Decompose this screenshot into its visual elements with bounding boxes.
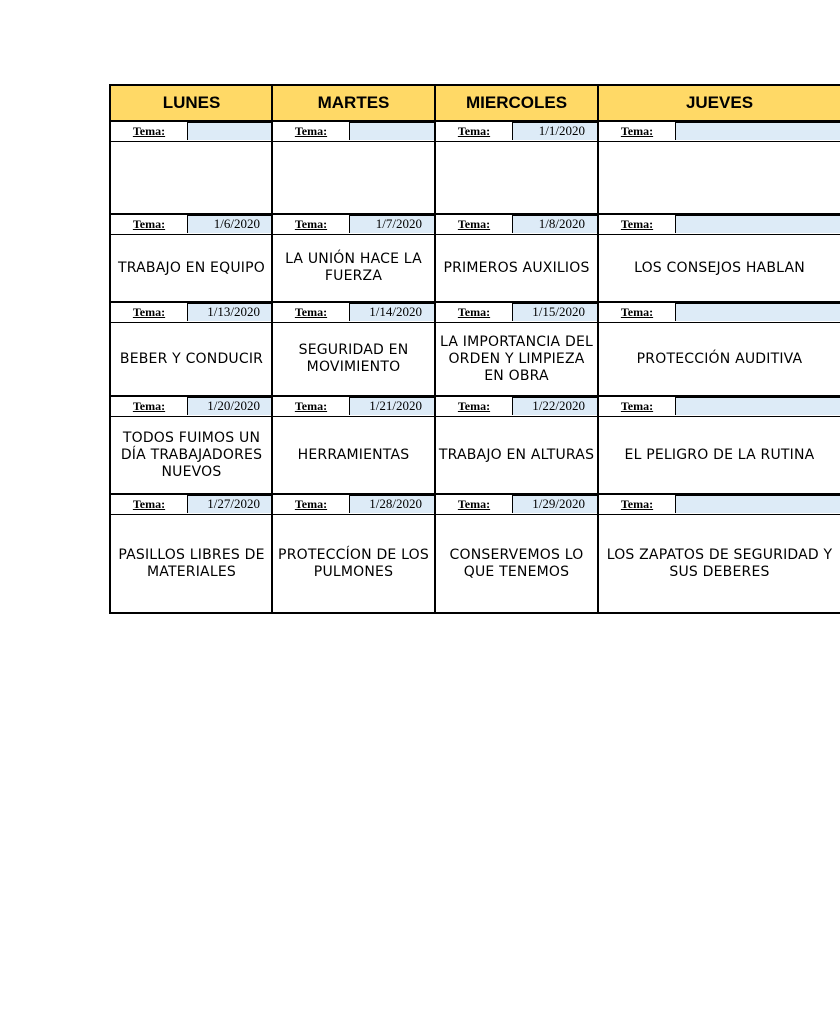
topic-text: BEBER Y CONDUCIR: [119, 350, 264, 367]
tema-bar: [273, 215, 434, 235]
date-field[interactable]: 1/15/2020: [512, 303, 597, 321]
schedule-cell[interactable]: [109, 495, 272, 614]
date-field[interactable]: 1/28/2020: [349, 495, 434, 513]
topic-text: CONSERVEMOS LO QUE TENEMOS: [449, 546, 584, 580]
topic-text: [275, 142, 432, 213]
tema-bar: [436, 303, 597, 323]
topic-text: TRABAJO EN ALTURAS: [438, 446, 595, 463]
topic-text: TODOS FUIMOS UN DÍA TRABAJADORES NUEVOS: [120, 429, 263, 480]
schedule-cell[interactable]: [271, 397, 434, 495]
schedule-cell[interactable]: [434, 397, 597, 495]
tema-label: Tema:: [457, 399, 491, 413]
date-field[interactable]: 1/20/2020: [187, 397, 272, 415]
tema-label: Tema:: [132, 497, 166, 511]
date-field[interactable]: 1/21/2020: [349, 397, 434, 415]
topic-text: SEGURIDAD EN MOVIMIENTO: [298, 342, 409, 375]
date-field[interactable]: 1/1/2020: [512, 122, 597, 140]
schedule-cell[interactable]: [271, 495, 434, 614]
topic-text: TRABAJO EN EQUIPO: [118, 259, 265, 276]
date-field[interactable]: 1/6/2020: [187, 215, 272, 233]
schedule-cell[interactable]: [434, 215, 597, 303]
day-header-3: JUEVES: [597, 84, 840, 122]
date-field[interactable]: [187, 122, 272, 140]
date-field[interactable]: [675, 495, 840, 513]
tema-label: Tema:: [620, 217, 654, 231]
tema-bar: [599, 122, 840, 142]
schedule-cell[interactable]: [597, 215, 840, 303]
date-field[interactable]: [675, 122, 840, 140]
topic-text: LOS ZAPATOS DE SEGURIDAD Y SUS DEBERES: [606, 546, 833, 580]
tema-bar: [273, 397, 434, 417]
topic-text: PROTECCIÓN AUDITIVA: [636, 350, 803, 367]
tema-label: Tema:: [620, 497, 654, 511]
schedule-cell[interactable]: [597, 122, 840, 215]
date-field[interactable]: [349, 122, 434, 140]
tema-bar: [436, 397, 597, 417]
day-header-1: MARTES: [271, 84, 434, 122]
tema-bar: [599, 215, 840, 235]
schedule-cell[interactable]: [271, 303, 434, 397]
tema-bar: [599, 397, 840, 417]
date-field[interactable]: 1/29/2020: [512, 495, 597, 513]
tema-bar: [111, 122, 272, 142]
tema-bar: [273, 122, 434, 142]
tema-bar: [436, 215, 597, 235]
schedule-cell[interactable]: [109, 397, 272, 495]
topic-text: LA UNIÓN HACE LA FUERZA: [285, 251, 422, 284]
schedule-cell[interactable]: [109, 215, 272, 303]
tema-label: Tema:: [620, 124, 654, 138]
schedule-cell[interactable]: [597, 397, 840, 495]
topic-text: PRIMEROS AUXILIOS: [443, 259, 590, 276]
tema-label: Tema:: [294, 124, 328, 138]
tema-label: Tema:: [132, 399, 166, 413]
tema-bar: [436, 495, 597, 515]
tema-label: Tema:: [457, 217, 491, 231]
tema-bar: [599, 303, 840, 323]
schedule-cell[interactable]: [597, 303, 840, 397]
tema-label: Tema:: [294, 399, 328, 413]
date-field[interactable]: 1/8/2020: [512, 215, 597, 233]
date-field[interactable]: 1/7/2020: [349, 215, 434, 233]
tema-bar: [111, 397, 272, 417]
date-field[interactable]: [675, 215, 840, 233]
tema-label: Tema:: [457, 124, 491, 138]
date-field[interactable]: [675, 397, 840, 415]
tema-label: Tema:: [132, 305, 166, 319]
schedule-cell[interactable]: [597, 495, 840, 614]
tema-label: Tema:: [457, 497, 491, 511]
topic-text: [438, 142, 595, 213]
topic-text: PROTECCÍON DE LOS PULMONES: [278, 546, 429, 580]
date-field[interactable]: [675, 303, 840, 321]
schedule-cell[interactable]: [434, 122, 597, 215]
tema-bar: [436, 122, 597, 142]
tema-bar: [273, 303, 434, 323]
schedule-cell[interactable]: [271, 122, 434, 215]
tema-bar: [111, 495, 272, 515]
tema-label: Tema:: [457, 305, 491, 319]
tema-label: Tema:: [620, 399, 654, 413]
schedule-cell[interactable]: [434, 495, 597, 614]
schedule-cell[interactable]: [109, 303, 272, 397]
topic-text: LA IMPORTANCIA DEL ORDEN Y LIMPIEZA EN OBRA: [440, 333, 593, 384]
schedule-cell[interactable]: [434, 303, 597, 397]
topic-text: [113, 142, 270, 213]
topic-text: LOS CONSEJOS HABLAN: [634, 259, 805, 276]
tema-bar: [599, 495, 840, 515]
date-field[interactable]: 1/14/2020: [349, 303, 434, 321]
tema-label: Tema:: [294, 497, 328, 511]
grid-top-border: [109, 84, 673, 86]
tema-label: Tema:: [294, 305, 328, 319]
day-header-2: MIERCOLES: [434, 84, 597, 122]
date-field[interactable]: 1/27/2020: [187, 495, 272, 513]
date-field[interactable]: 1/22/2020: [512, 397, 597, 415]
tema-bar: [111, 303, 272, 323]
tema-label: Tema:: [620, 305, 654, 319]
date-field[interactable]: 1/13/2020: [187, 303, 272, 321]
tema-label: Tema:: [294, 217, 328, 231]
schedule-cell[interactable]: [109, 122, 272, 215]
schedule-cell[interactable]: [271, 215, 434, 303]
topic-text: HERRAMIENTAS: [297, 446, 410, 463]
topic-text: PASILLOS LIBRES DE MATERIALES: [118, 546, 265, 580]
topic-text: [601, 142, 838, 213]
tema-bar: [111, 215, 272, 235]
schedule-sheet: [109, 84, 833, 614]
tema-label: Tema:: [132, 217, 166, 231]
tema-label: Tema:: [132, 124, 166, 138]
tema-bar: [273, 495, 434, 515]
day-header-0: LUNES: [109, 84, 272, 122]
schedule-grid: [109, 84, 833, 614]
topic-text: EL PELIGRO DE LA RUTINA: [624, 446, 815, 463]
